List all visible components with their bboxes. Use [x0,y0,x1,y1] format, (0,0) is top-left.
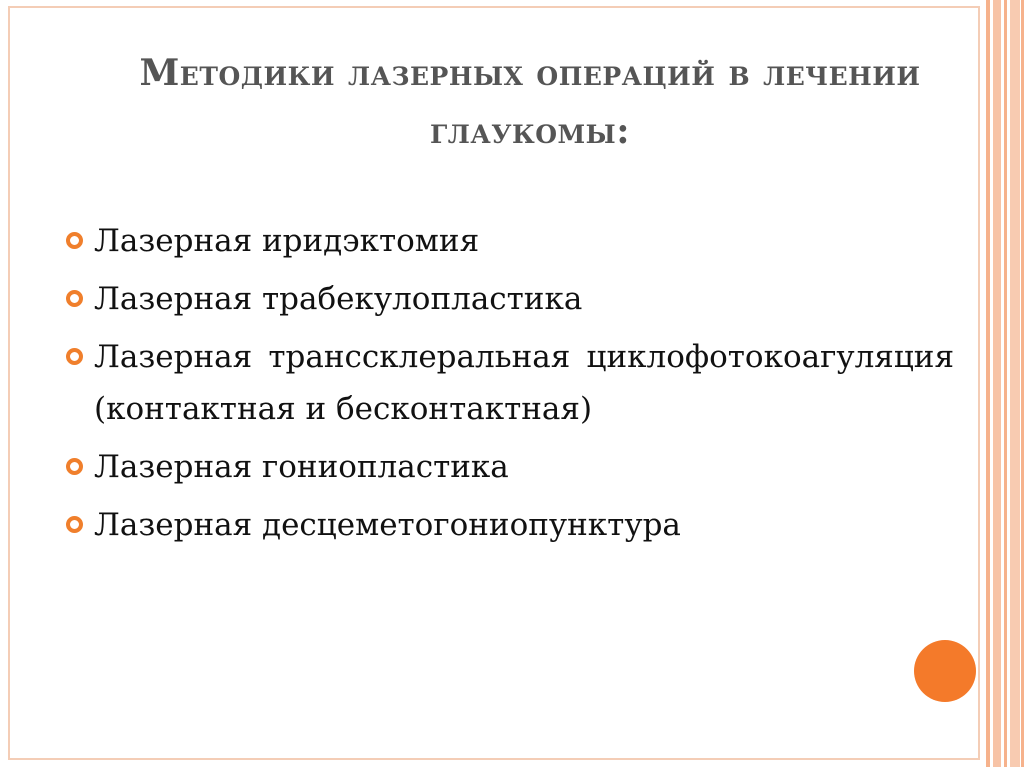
list-item [64,441,954,493]
bullet-icon [66,516,83,533]
list-item [64,215,954,267]
list-item-text: Лазерная иридэктомия [94,223,480,259]
decor-stripe [986,0,990,767]
list-item [64,499,954,551]
decor-stripe [1010,0,1020,767]
orange-circle-decoration [914,640,976,702]
bullet-icon [66,290,83,307]
slide-title: Методики лазерных операций в лечении глаукомы: [139,52,921,152]
bullet-icon [66,348,83,365]
bullet-list [64,215,954,557]
decor-stripe [1004,0,1007,767]
list-item [64,331,954,435]
bullet-icon [66,232,83,249]
list-item-text: Лазерная гониопластика [94,449,509,485]
list-item-text: Лазерная десцеметогониопунктура [94,507,681,543]
list-item-text: Лазерная трабекулопластика [94,281,583,317]
list-item-text: Лазерная транссклеральная циклофотокоагуляция (контактная и бесконтактная) [94,339,954,427]
bullet-icon [66,458,83,475]
decor-stripe [993,0,1001,767]
list-item [64,273,954,325]
